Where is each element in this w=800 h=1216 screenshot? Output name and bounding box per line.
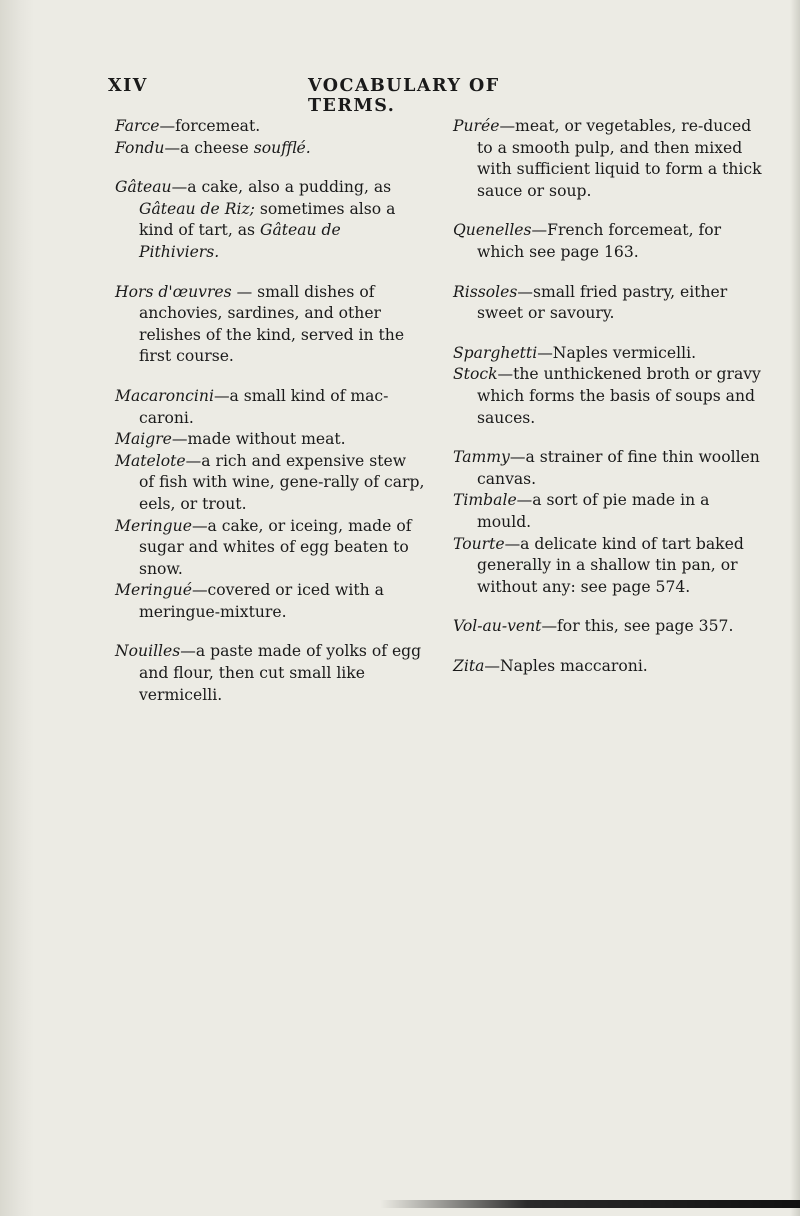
entry-definition-continued: sometimes also a kind of tart, as: [139, 199, 396, 240]
entry-definition: —the unthickened broth or gravy which forms the basis of soups and sauces.: [477, 365, 761, 427]
entry-term: Stock: [453, 365, 498, 384]
entry-definition: —Naples maccaroni.: [484, 656, 648, 675]
entry-term: Meringué: [115, 581, 192, 600]
entry-definition: —covered or iced with a meringue-mixture.: [139, 581, 384, 621]
entry-definition: —forcemeat.: [159, 117, 261, 135]
entry-definition: —a sort of pie made in a mould.: [477, 491, 710, 531]
glossary-entry: [453, 616, 768, 638]
entry-term: Meringue: [115, 516, 192, 535]
page-edge-left: [0, 0, 34, 1216]
glossary-entry: [453, 447, 768, 490]
entry-term: Purée: [453, 117, 500, 135]
entry-term: Vol-au-vent: [453, 617, 542, 636]
entry-term: Macaroncini: [115, 386, 214, 405]
glossary-entry: [115, 138, 425, 160]
entry-definition: —for this, see page 357.: [541, 617, 734, 636]
entry-definition: —a strainer of fine thin woollen canvas.: [477, 448, 760, 488]
glossary-entry: [453, 220, 768, 263]
glossary-entry: [115, 451, 425, 516]
glossary-entry: [453, 116, 768, 202]
entry-definition: —a delicate kind of tart baked generally in a shallow tin pan, or without any: see page 574.: [477, 534, 744, 596]
glossary-entry: [115, 516, 425, 581]
page-edge-right: [790, 0, 800, 1216]
glossary-entry: [115, 429, 425, 451]
glossary-entry: [453, 490, 768, 533]
glossary-entry: [115, 641, 425, 706]
right-column: [453, 116, 768, 677]
entry-definition: —meat, or vegetables, re-duced to a smooth pulp, and then mixed with sufficient liquid to form a thick sauce or soup.: [477, 117, 762, 200]
glossary-entry: [453, 343, 768, 365]
entry-definition: —French forcemeat, for which see page 163.: [477, 221, 722, 261]
entry-term: Tammy: [453, 448, 510, 467]
entry-definition: —a cake, or iceing, made of sugar and whites of egg beaten to snow.: [139, 516, 412, 578]
entry-term: Gâteau: [115, 178, 172, 197]
glossary-entry: [115, 116, 425, 138]
entry-definition: —Naples vermicelli.: [537, 343, 697, 362]
entry-definition: —a small kind of mac-caroni.: [139, 386, 389, 427]
entry-term: Zita: [453, 656, 485, 675]
page-header: [108, 76, 558, 116]
entry-emphasis: Gâteau de Riz;: [139, 199, 255, 218]
entry-term: Farce: [115, 117, 160, 135]
entry-term: Hors d'œuvres: [115, 282, 232, 301]
running-title: VOCABULARY OF TERMS.: [308, 76, 500, 116]
glossary-entry: [115, 580, 425, 623]
entry-emphasis: Gâteau de Pithiviers.: [139, 221, 341, 261]
glossary-entry: [453, 656, 768, 678]
entry-term: Tourte: [453, 534, 505, 553]
entry-definition: —a rich and expensive stew of fish with wine, gene-rally of carp, eels, or trout.: [139, 451, 425, 513]
glossary-entry: [453, 282, 768, 325]
entry-definition: —a cake, also a pudding, as: [171, 178, 392, 197]
entry-definition: —made without meat.: [171, 430, 346, 449]
entry-term: Timbale: [453, 491, 517, 510]
entry-term: Quenelles: [453, 221, 532, 240]
entry-term: Maigre: [115, 430, 172, 449]
entry-definition: — small dishes of anchovies, sardines, and other relishes of the kind, served in the first course.: [139, 282, 405, 366]
glossary-entry: [453, 364, 768, 429]
glossary-entry: [453, 534, 768, 599]
glossary-entry: [115, 386, 425, 429]
entry-term: Rissoles: [453, 282, 518, 301]
entry-definition: —a paste made of yolks of egg and flour, then cut small like vermicelli.: [139, 642, 422, 704]
entry-definition: —small fried pastry, either sweet or savoury.: [477, 282, 728, 323]
entry-definition: —a cheese: [164, 138, 254, 157]
glossary-entry: [115, 177, 425, 263]
entry-term: Sparghetti: [453, 343, 538, 362]
entry-emphasis: soufflé.: [253, 138, 311, 157]
bottom-edge-rule: [380, 1200, 800, 1208]
glossary-entry: [115, 282, 425, 368]
entry-term: Fondu: [115, 138, 165, 157]
page-number: XIV: [108, 76, 148, 96]
entry-term: Matelote: [115, 451, 186, 470]
entry-term: Nouilles: [115, 642, 181, 661]
left-column: [115, 116, 425, 706]
